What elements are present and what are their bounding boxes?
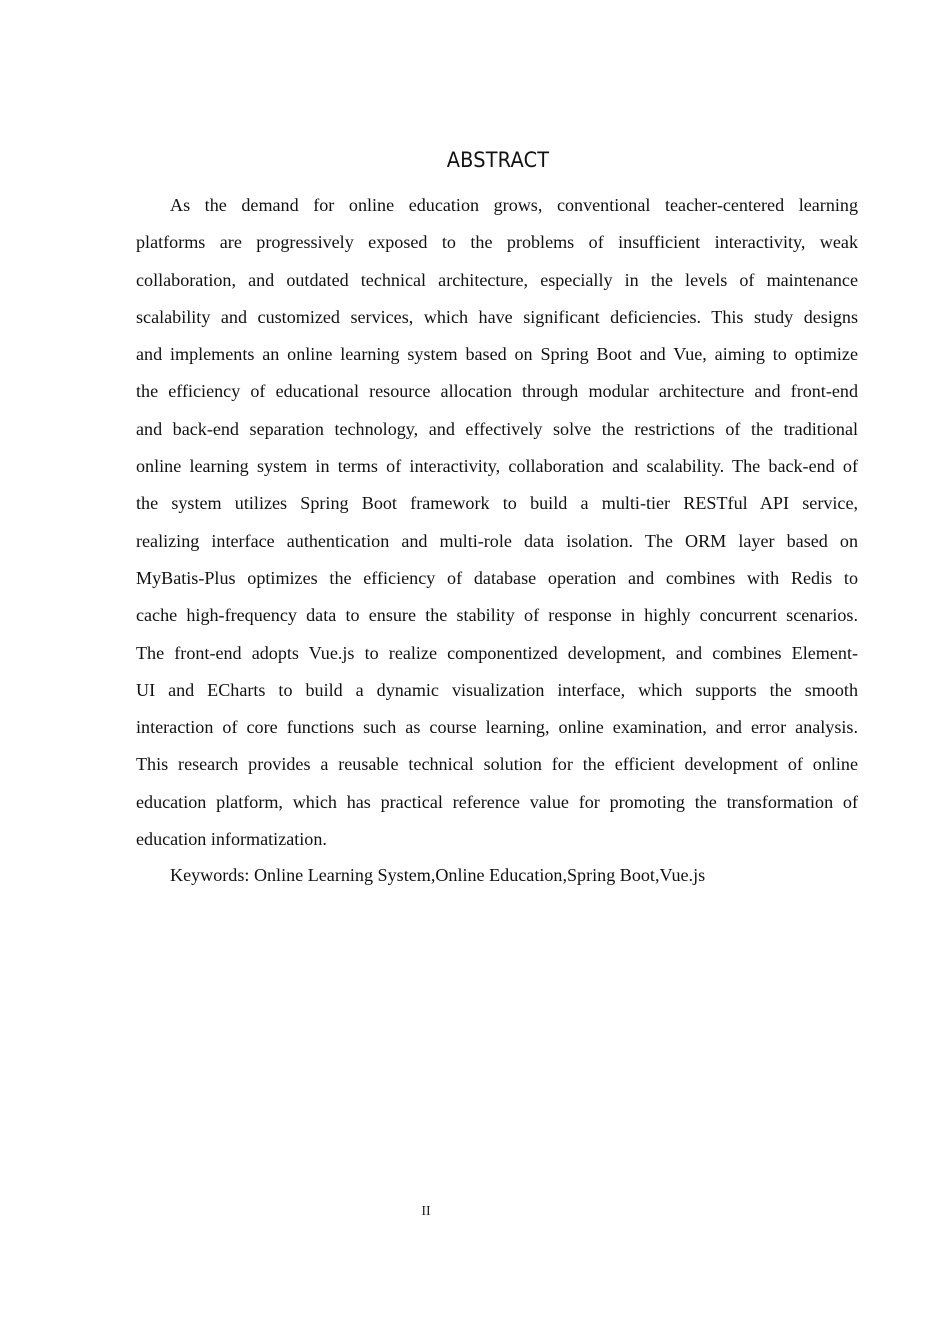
keywords-label: Keywords: — [170, 865, 250, 885]
abstract-line: MyBatis-Plus optimizes the efficiency of database operation and combines with Redis to — [136, 567, 858, 588]
page-number: II — [421, 1204, 431, 1219]
abstract-line: cache high-frequency data to ensure the stability of response in highly concurrent scenarios. — [136, 605, 858, 626]
abstract-line: the system utilizes Spring Boot framework to build a multi-tier RESTful API service, — [136, 493, 858, 514]
abstract-line: The front-end adopts Vue.js to realize componentized development, and combines Element- — [136, 642, 858, 663]
abstract-line: This research provides a reusable technical solution for the efficient development of online — [136, 754, 858, 775]
abstract-line: the efficiency of educational resource allocation through modular architecture and front-end — [136, 381, 858, 402]
abstract-line: realizing interface authentication and multi-role data isolation. The ORM layer based on — [136, 530, 858, 551]
abstract-line: education informatization. — [136, 829, 327, 850]
abstract-line: and back-end separation technology, and effectively solve the restrictions of the traditional — [136, 418, 858, 439]
abstract-title: ABSTRACT — [446, 148, 550, 172]
abstract-line: education platform, which has practical reference value for promoting the transformation of — [136, 791, 858, 812]
abstract-line: scalability and customized services, which have significant deficiencies. This study designs — [136, 306, 858, 327]
abstract-line: platforms are progressively exposed to the problems of insufficient interactivity, weak — [136, 232, 858, 253]
abstract-line: and implements an online learning system based on Spring Boot and Vue, aiming to optimize — [136, 344, 858, 365]
keywords-text: Online Learning System,Online Education,Spring Boot,Vue.js — [253, 865, 706, 885]
abstract-line: As the demand for online education grows, conventional teacher-centered learning — [170, 195, 858, 215]
abstract-body — [136, 192, 858, 863]
abstract-line: online learning system in terms of interactivity, collaboration and scalability. The back-end of — [136, 456, 858, 477]
abstract-line: collaboration, and outdated technical architecture, especially in the levels of maintenance — [136, 269, 858, 290]
keywords-line — [170, 862, 705, 888]
abstract-line: interaction of core functions such as course learning, online examination, and error analysis. — [136, 717, 858, 738]
abstract-line: UI and ECharts to build a dynamic visualization interface, which supports the smooth — [136, 679, 858, 700]
